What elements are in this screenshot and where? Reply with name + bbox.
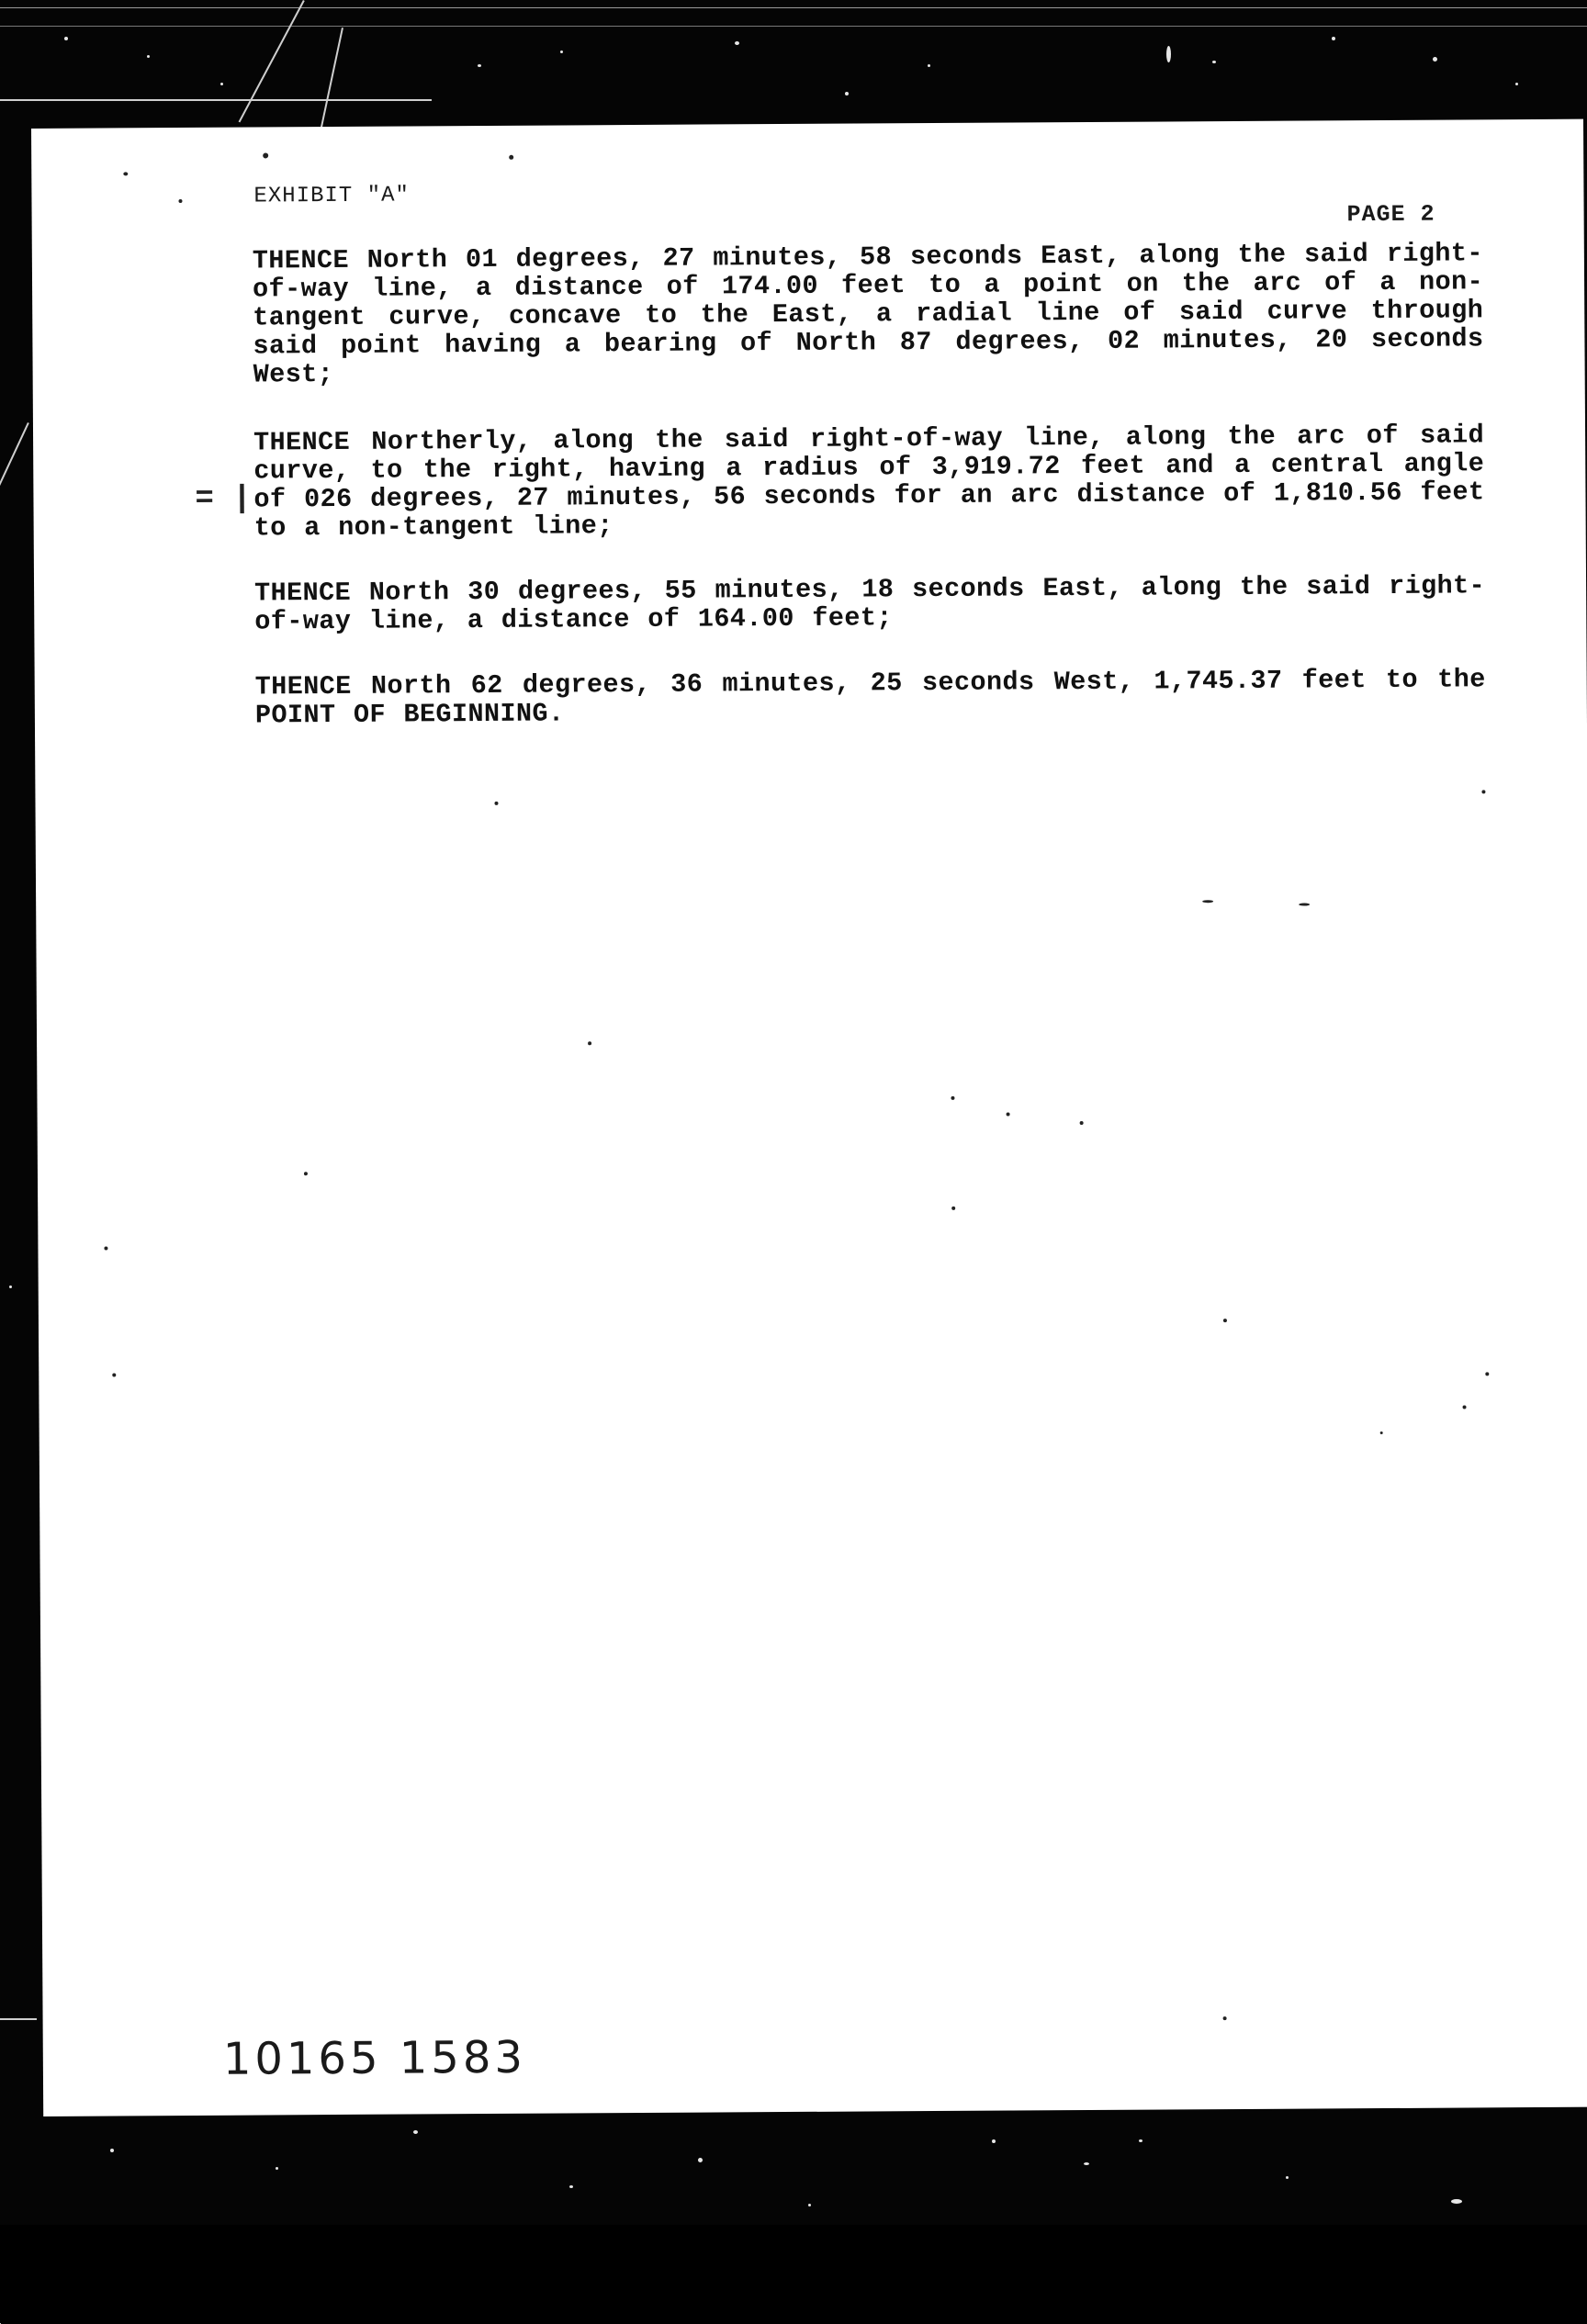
scan-speckle (1166, 46, 1171, 62)
scan-speckle (147, 55, 150, 58)
scan-speckle (1332, 37, 1335, 40)
scan-dot (951, 1096, 954, 1100)
scan-speckle (569, 2185, 573, 2188)
scan-speckle (276, 2167, 278, 2170)
scan-dot (1299, 904, 1310, 906)
scan-speckle (64, 37, 68, 40)
scan-dot (123, 172, 128, 175)
scan-dot (1007, 1113, 1010, 1117)
scan-dot (112, 1373, 116, 1376)
scan-dot (304, 1172, 308, 1175)
scan-speckle (1084, 2162, 1089, 2165)
scan-top-rule (0, 26, 1587, 27)
scan-dot (1223, 2016, 1227, 2020)
scan-speckle (560, 51, 563, 53)
scan-speckle (220, 83, 223, 85)
scan-speckle (1139, 2139, 1142, 2142)
legal-description-paragraph: THENCE Northerly, along the said right-of-way line, along the arc of said curve, to the right, having a radius of 3,919.72 feet and a central angle of 026 degrees, 27 minutes, 56 seconds for an arc distance of 1,810.56 feet to a non-tangent line; (253, 420, 1485, 544)
scan-dot (263, 152, 268, 158)
scan-scratch (239, 0, 305, 122)
scan-dot (1380, 1431, 1383, 1434)
scan-dot (104, 1247, 107, 1251)
exhibit-label: EXHIBIT "A" (253, 183, 410, 209)
scan-scratch (0, 99, 432, 101)
scan-speckle (413, 2130, 418, 2134)
scan-dot (1481, 790, 1485, 793)
scan-speckle (1286, 2176, 1289, 2179)
margin-mark: = | (195, 481, 252, 517)
scan-scratch (319, 28, 343, 136)
scan-speckle (845, 92, 849, 95)
scan-dot (1202, 900, 1213, 903)
scan-speckle (808, 2204, 811, 2206)
legal-description-paragraph: THENCE North 62 degrees, 36 minutes, 25 seconds West, 1,745.37 feet to the POINT OF BEGINNING. (254, 664, 1486, 731)
scan-speckle (1212, 61, 1216, 63)
scan-speckle (735, 41, 739, 45)
scan-speckle (9, 1285, 12, 1288)
scan-scratch (0, 422, 29, 556)
scan-dot (1463, 1405, 1467, 1409)
page-number: PAGE 2 (1346, 200, 1435, 229)
scan-speckle (928, 64, 930, 67)
scan-scratch (0, 2018, 37, 2020)
record-number: 10165 1583 (222, 2031, 527, 2085)
scan-dot (509, 155, 513, 160)
scan-speckle (1515, 83, 1518, 85)
scan-dot (1080, 1121, 1084, 1125)
document-page (31, 119, 1587, 2116)
scan-speckle (478, 64, 481, 67)
scan-speckle (1433, 57, 1437, 62)
scan-speckle (698, 2158, 703, 2162)
legal-description-paragraph: THENCE North 01 degrees, 27 minutes, 58 seconds East, along the said right-of-way line, a distance of 174.00 feet to a point on the arc of a non-tangent curve, concave to the East, a radial line of said curve through said point having a bearing of North 87 degrees, 02 minutes, 20 seconds West; (252, 238, 1484, 390)
scan-speckle (992, 2139, 996, 2143)
scan-speckle (1451, 2199, 1462, 2204)
scan-dot (1485, 1372, 1489, 1375)
scan-speckle (110, 2149, 114, 2152)
scan-dot (951, 1207, 955, 1210)
scan-top-rule (0, 7, 1587, 8)
scan-dot (178, 199, 182, 203)
scan-dot (588, 1041, 591, 1045)
scan-dot (1223, 1319, 1227, 1322)
legal-description-paragraph: THENCE North 30 degrees, 55 minutes, 18 seconds East, along the said right-of-way line, a distance of 164.00 feet; (253, 570, 1486, 637)
scan-dot (494, 802, 498, 805)
